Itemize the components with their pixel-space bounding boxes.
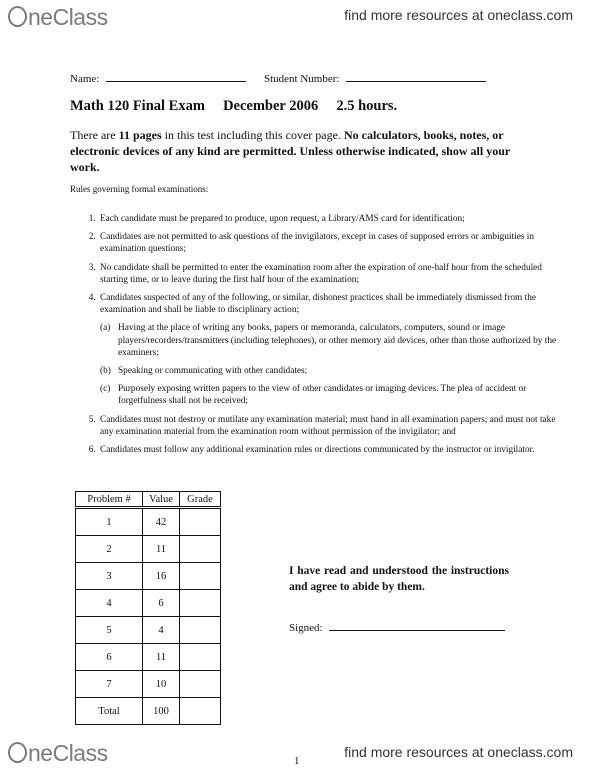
column-header-value: Value <box>143 492 180 508</box>
table-row: 3 16 <box>76 563 221 590</box>
rule-sub-item: (a) Having at the place of writing any books, papers or memoranda, calculators, computers, sound or image players/recorders/transmitters (including telephones), or other memory aid devices, other than those authorized by the examiners; <box>100 323 557 358</box>
rule-sub-item: (b) Speaking or communicating with other candidates; <box>100 366 308 377</box>
table-row: 4 6 <box>76 590 221 617</box>
exam-title: Math 120 Final Exam December 2006 2.5 hours. <box>70 98 398 114</box>
table-row: 5 4 <box>76 617 221 644</box>
grade-table <box>75 491 221 725</box>
page-number: 1 <box>294 755 300 767</box>
signature-field <box>289 622 505 634</box>
rule-item: 3. No candidate shall be permitted to enter the examination room after the expiration of one-half hour from the scheduled starting time, or to leave during the first half hour of the examination; <box>98 262 560 286</box>
grade-cell[interactable] <box>180 698 221 725</box>
oneclass-logo-footer: neClass <box>8 740 108 767</box>
grade-cell[interactable] <box>180 536 221 563</box>
table-header-row <box>76 492 221 508</box>
table-row: 2 11 <box>76 536 221 563</box>
student-number-field <box>264 73 486 85</box>
grade-cell[interactable] <box>180 671 221 698</box>
table-row-total: Total 100 <box>76 698 221 725</box>
rules-list <box>70 213 560 462</box>
table-row: 1 42 <box>76 508 221 536</box>
rule-item: 5. Candidates must not destroy or mutilate any examination material; must hand in all examination papers; and must not take any examination material from the examination room without permission of the invigilator; and <box>98 414 560 438</box>
rules-heading: Rules governing formal examinations: <box>70 184 209 194</box>
student-number-line <box>346 80 486 82</box>
name-field <box>70 73 246 85</box>
rule-item: 4. Candidates suspected of any of the following, or similar, dishonest practices shall be immediately dismissed from the examination and shall be liable to disciplinary action; (a) Having at the place of writing any books, papers or memoranda, calculators, computers, sound or image players/recorders/transmitters (including telephones), or other memory aid devices, other than those authorized by the examiners; (b) Speaking or communicating with other candidates; (c) Purposely exposing written papers to the view of other candidates or imaging devices. The plea of accident or forgetfulness shall not be received; <box>98 292 560 408</box>
column-header-grade: Grade <box>180 492 221 508</box>
promo-link[interactable]: find more resources at oneclass.com <box>344 7 573 23</box>
table-row: 7 10 <box>76 671 221 698</box>
name-label: Name: <box>70 73 100 85</box>
rule-item: 1. Each candidate must be prepared to produce, upon request, a Library/AMS card for identification; <box>98 213 560 225</box>
rule-item: 2. Candidates are not permitted to ask questions of the invigilators, except in cases of supposed errors or ambiguities in examination questions; <box>98 231 560 255</box>
signed-label: Signed: <box>289 622 323 634</box>
intro-paragraph: There are 11 pages in this test including this cover page. No calculators, books, notes, or electronic devices of any kind are permitted. Unless otherwise indicated, show all your work. <box>70 128 510 174</box>
oneclass-logo: neClass <box>8 4 108 31</box>
name-line <box>106 80 246 82</box>
promo-link-footer[interactable]: find more resources at oneclass.com <box>344 744 573 760</box>
column-header-problem: Problem # <box>76 492 143 508</box>
rule-sub-item: (c) Purposely exposing written papers to the view of other candidates or imaging devices. The plea of accident or forgetfulness shall not be received; <box>100 384 527 407</box>
signature-line[interactable] <box>329 629 505 631</box>
grade-cell[interactable] <box>180 563 221 590</box>
grade-cell[interactable] <box>180 617 221 644</box>
rule-sub-list <box>100 322 560 407</box>
acknowledgement-text: I have read and understood the instructions and agree to abide by them. <box>289 565 509 593</box>
table-row: 6 11 <box>76 644 221 671</box>
rule-item: 6. Candidates must follow any additional examination rules or directions communicated by the instructor or invigilator. <box>98 444 560 456</box>
student-number-label: Student Number: <box>264 73 340 85</box>
grade-cell[interactable] <box>180 590 221 617</box>
grade-cell[interactable] <box>180 508 221 536</box>
grade-cell[interactable] <box>180 644 221 671</box>
logo-o-icon <box>8 6 27 27</box>
logo-o-icon <box>8 742 27 763</box>
